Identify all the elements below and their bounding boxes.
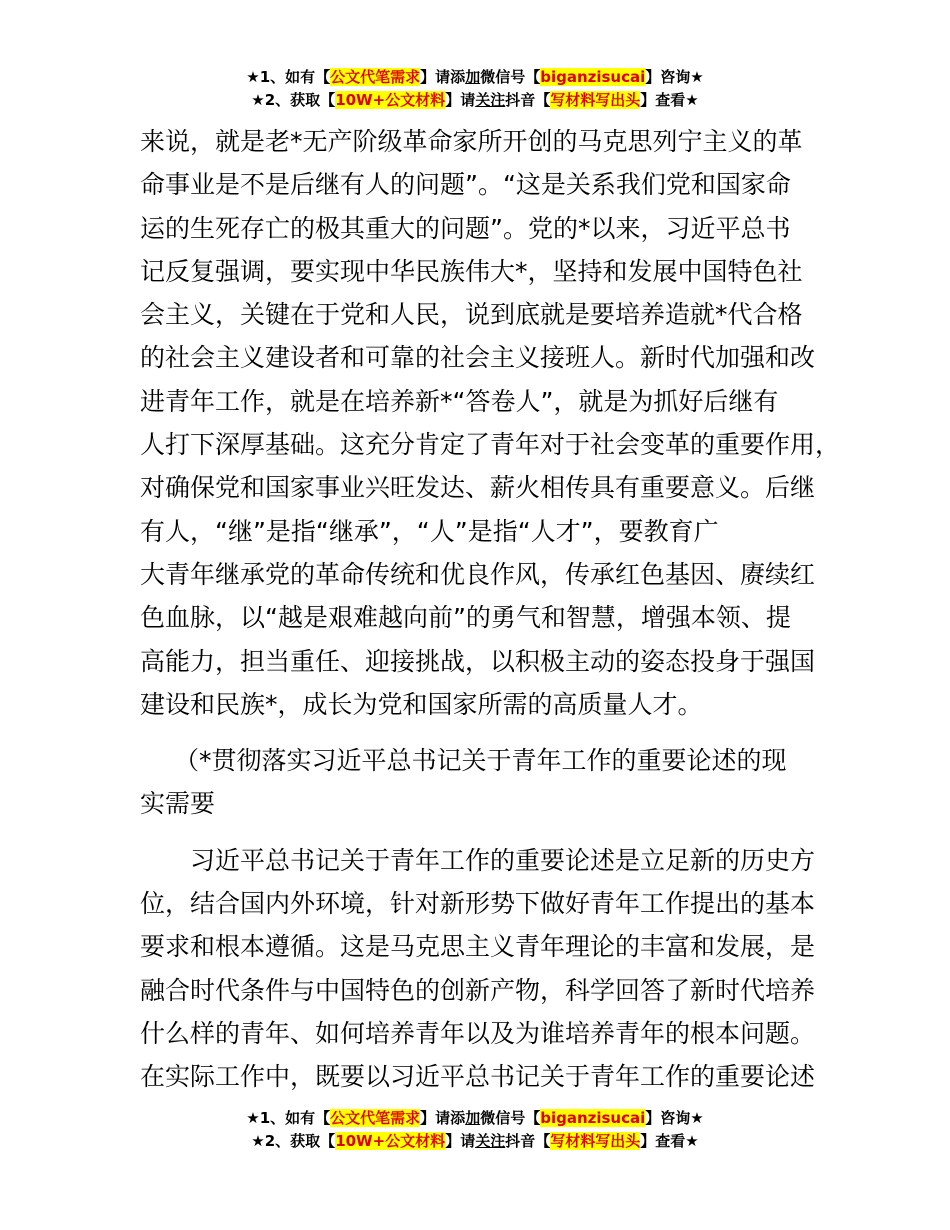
promo-wechat-id: biganzisucai — [540, 1109, 646, 1127]
promo-line-2 — [0, 89, 950, 112]
promo-douyin-id: 写材料写出头 — [550, 1132, 641, 1150]
promo-text: 】查看★ — [640, 91, 699, 109]
promo-highlight: 10W+公文材料 — [335, 91, 446, 109]
promo-underlined-text: 加 — [465, 1109, 481, 1127]
body-line: 命事业是不是后继有人的问题”。“这是关系我们党和国家命 — [140, 170, 791, 200]
promo-text: 】咨询★ — [645, 1109, 704, 1127]
promo-underlined-text: 加 — [465, 68, 481, 86]
body-line: 位，结合国内外环境，针对新形势下做好青年工作提出的基本 — [140, 889, 816, 919]
body-line: 有人，“继”是指“继承”，“人”是指“人才”，要教育广 — [140, 516, 719, 546]
promo-text: 】咨询★ — [645, 68, 704, 86]
body-line: 建设和民族*，成长为党和国家所需的高质量人才。 — [140, 689, 703, 719]
promo-highlight: 10W+公文材料 — [335, 1132, 446, 1150]
promo-underlined-text: 关注 — [475, 91, 506, 109]
section-heading-line: 实需要 — [140, 789, 216, 819]
promo-line-2 — [0, 1130, 950, 1153]
body-line: 什么样的青年、如何培养青年以及为谁培养青年的根本问题。 — [140, 1018, 816, 1048]
promo-text: 】请 — [445, 1132, 476, 1150]
promo-text: 】请添 — [420, 68, 466, 86]
promo-text: 微信号【 — [480, 1109, 541, 1127]
promo-underlined-text: 关注 — [475, 1132, 506, 1150]
promo-text: ★2、获取【 — [251, 1132, 336, 1150]
body-line: 习近平总书记关于青年工作的重要论述是立足新的历史方 — [190, 845, 816, 875]
promo-text: 抖音【 — [505, 1132, 551, 1150]
body-line: 来说，就是老*无产阶级革命家所开创的马克思列宁主义的革 — [140, 127, 803, 156]
paragraph-gap — [140, 726, 830, 739]
promo-wechat-id: biganzisucai — [540, 68, 646, 86]
body-line: 在实际工作中，既要以习近平总书记关于青年工作的重要论述 — [140, 1062, 816, 1092]
promo-douyin-id: 写材料写出头 — [550, 91, 641, 109]
body-line: 高能力，担当重任、迎接挑战，以积极主动的姿态投身于强国 — [140, 646, 816, 676]
promo-text: 抖音【 — [505, 91, 551, 109]
promo-highlight: 公文代笔需求 — [330, 1109, 421, 1127]
promo-line-1 — [0, 66, 950, 89]
body-line: 大青年继承党的革命传统和优良作风，传承红色基因、赓续红 — [140, 559, 816, 589]
promo-text: 】查看★ — [640, 1132, 699, 1150]
body-line: 人打下深厚基础。这充分肯定了青年对于社会变革的重要作用， — [140, 430, 841, 460]
promo-line-1 — [0, 1107, 950, 1130]
promo-text: ★2、获取【 — [251, 91, 336, 109]
promo-text: 微信号【 — [480, 68, 541, 86]
promo-text: 】请添 — [420, 1109, 466, 1127]
body-line: 色血脉，以“越是艰难越向前”的勇气和智慧，增强本领、提 — [140, 603, 791, 633]
body-line: 记反复强调，要实现中华民族伟大*，坚持和发展中国特色社 — [140, 256, 803, 286]
body-line: 运的生死存亡的极其重大的问题”。党的*以来，习近平总书 — [140, 213, 791, 243]
promo-text: ★1、如有【 — [246, 68, 331, 86]
body-line: 对确保党和国家事业兴旺发达、薪火相传具有重要意义。后继 — [140, 473, 816, 503]
paragraph-gap — [140, 826, 830, 839]
body-line: 要求和根本遵循。这是马克思主义青年理论的丰富和发展，是 — [140, 932, 816, 962]
promo-highlight: 公文代笔需求 — [330, 68, 421, 86]
header-promo-banner — [0, 66, 950, 112]
promo-text: ★1、如有【 — [246, 1109, 331, 1127]
document-body — [140, 120, 841, 1099]
body-line: 进青年工作，就是在培养新*“答卷人”，就是为抓好后继有 — [140, 386, 779, 416]
footer-promo-banner — [0, 1107, 950, 1153]
body-line: 融合时代条件与中国特色的创新产物，科学回答了新时代培养 — [140, 975, 816, 1005]
body-line: 的社会主义建设者和可靠的社会主义接班人。新时代加强和改 — [140, 343, 816, 373]
body-line: 会主义，关键在于党和人民，说到底就是要培养造就*代合格 — [140, 300, 803, 330]
section-heading-line: （*贯彻落实习近平总书记关于青年工作的重要论述的现 — [174, 746, 787, 776]
promo-text: 】请 — [445, 91, 476, 109]
